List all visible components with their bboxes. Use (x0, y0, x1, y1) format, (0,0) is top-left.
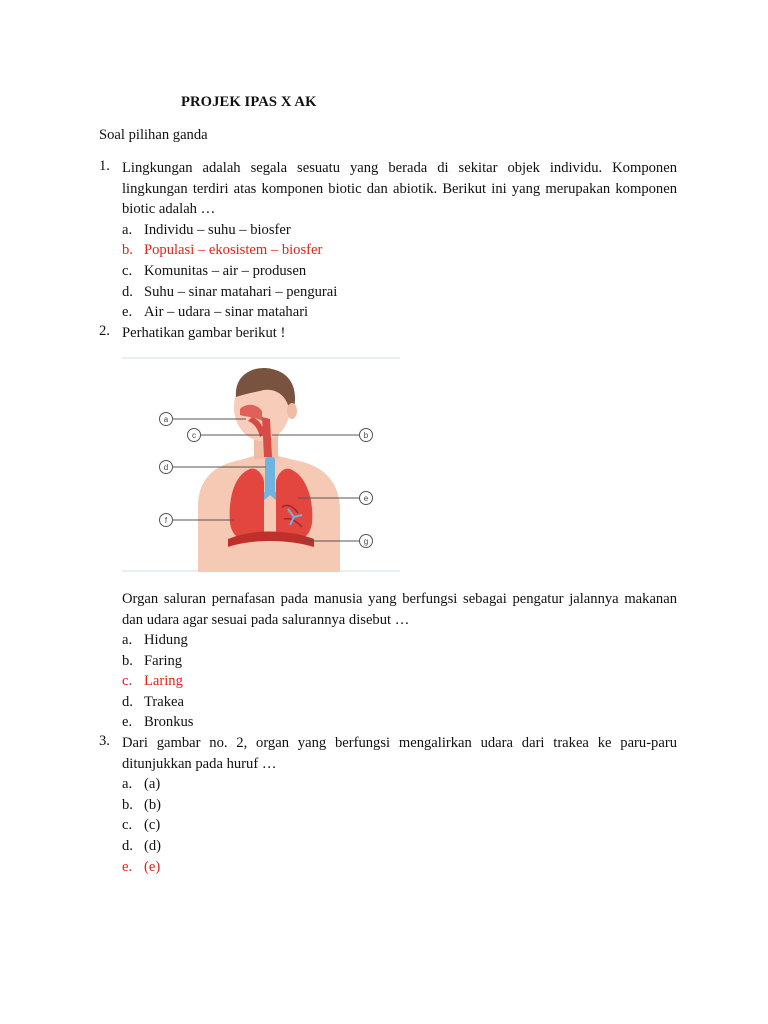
option-letter: b. (122, 796, 133, 813)
option-letter: c. (122, 673, 133, 690)
question-number: 2. (99, 323, 110, 339)
question-text: Dari gambar no. 2, organ yang berfungsi mengalirkan udara dari trakea ke paru-paru ditunjukkan pada huruf … (122, 735, 677, 772)
option-letter: b. (122, 652, 133, 669)
question-2 (99, 323, 677, 344)
figure-label-g: g (363, 537, 369, 546)
option-b (122, 795, 677, 816)
option-letter: d. (122, 837, 133, 854)
option-text: (d) (144, 837, 162, 854)
page-title: PROJEK IPAS X AK (181, 94, 317, 110)
respiratory-diagram (122, 357, 400, 572)
question-text: Organ saluran pernafasan pada manusia yang berfungsi sebagai pengatur jalannya makanan dan udara agar sesuai pada salurannya disebut … (122, 591, 677, 628)
question-2-followup (122, 589, 677, 630)
option-letter: b. (122, 242, 133, 259)
option-letter: c. (122, 817, 133, 834)
option-text: Air – udara – sinar matahari (144, 304, 309, 321)
option-e (122, 302, 677, 323)
option-a (122, 220, 677, 241)
question-number: 3. (99, 733, 110, 749)
option-letter: e. (122, 714, 133, 731)
option-letter: d. (122, 693, 133, 710)
option-text: Individu – suhu – biosfer (144, 221, 291, 238)
option-text: Hidung (144, 632, 188, 648)
option-c (122, 815, 677, 836)
question-text: Perhatikan gambar berikut ! (122, 325, 286, 341)
figure-label-a: a (163, 415, 169, 424)
option-text: Komunitas – air – produsen (144, 262, 307, 279)
option-b (122, 651, 677, 672)
question-1 (99, 158, 677, 323)
option-d (122, 836, 677, 857)
question-2-options (99, 630, 677, 733)
figure-label-c: c (192, 431, 196, 440)
figure-label-f: f (164, 516, 168, 525)
option-letter: a. (122, 221, 133, 238)
option-text: (a) (144, 776, 161, 793)
option-letter: a. (122, 776, 133, 793)
option-b-correct (122, 240, 677, 261)
section-title: Soal pilihan ganda (99, 127, 208, 143)
option-text: Faring (144, 652, 183, 669)
option-text: Trakea (144, 693, 184, 710)
option-text: (c) (144, 817, 161, 834)
option-letter: e. (122, 304, 133, 321)
option-c-correct (122, 671, 677, 692)
figure-label-e: e (363, 494, 369, 503)
respiratory-system-figure (122, 357, 400, 572)
option-e (122, 712, 677, 733)
option-c (122, 261, 677, 282)
option-text: Suhu – sinar matahari – pengurai (144, 283, 338, 300)
figure-label-b: b (363, 431, 369, 440)
question-number: 1. (99, 158, 110, 174)
option-d (122, 282, 677, 303)
option-a (122, 630, 677, 651)
option-letter: d. (122, 283, 133, 300)
option-letter: c. (122, 262, 133, 279)
option-text: Bronkus (144, 714, 194, 731)
question-3 (99, 733, 677, 877)
option-letter: a. (122, 632, 133, 648)
option-letter: e. (122, 858, 133, 875)
option-text: Laring (144, 673, 183, 690)
option-a (122, 774, 677, 795)
option-text: Populasi – ekosistem – biosfer (144, 242, 323, 259)
option-text: (e) (144, 858, 161, 875)
option-text: (b) (144, 796, 162, 813)
option-e-correct (122, 857, 677, 878)
option-d (122, 692, 677, 713)
figure-label-d: d (163, 463, 169, 472)
question-text: Lingkungan adalah segala sesuatu yang berada di sekitar objek individu. Komponen lingkungan terdiri atas komponen biotic dan abiotik. Berikut ini yang merupakan komponen biotic adalah … (122, 160, 677, 218)
